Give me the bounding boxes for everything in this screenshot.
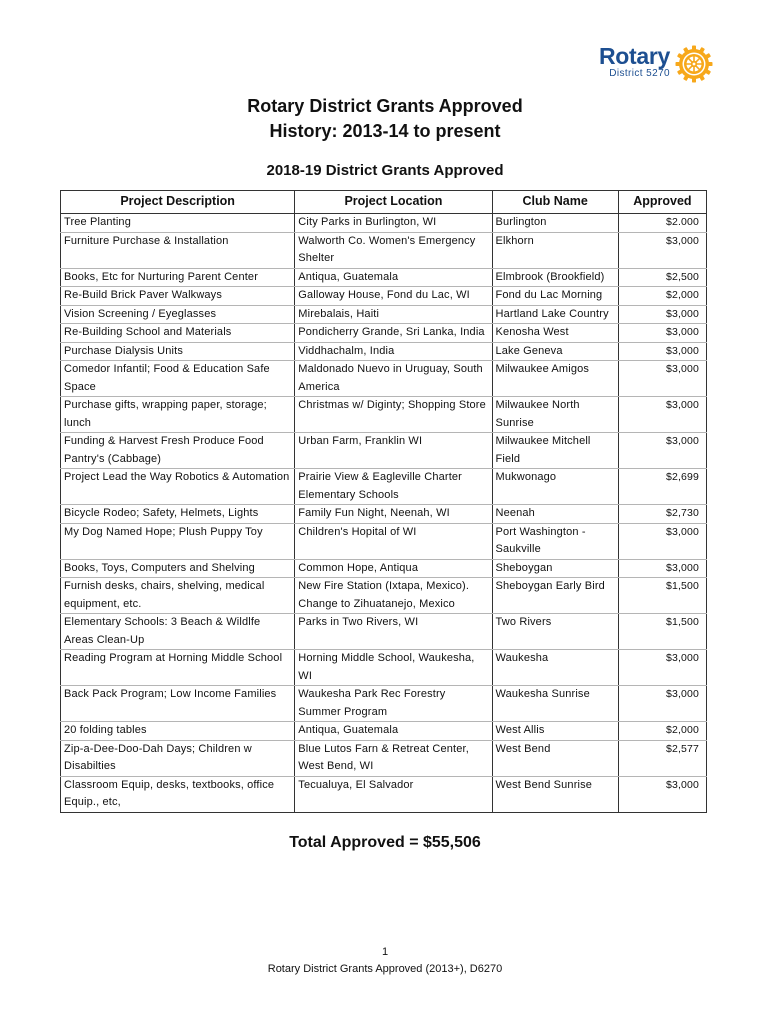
cell-approved-amount: $3,000 bbox=[618, 361, 706, 397]
cell-project-location: Maldonado Nuevo in Uruguay, South America bbox=[295, 361, 492, 397]
cell-project-description: Re-Build Brick Paver Walkways bbox=[61, 287, 295, 306]
cell-project-description: Classroom Equip, desks, textbooks, office Equip., etc, bbox=[61, 776, 295, 812]
cell-approved-amount: $2,500 bbox=[618, 268, 706, 287]
section-title: 2018-19 District Grants Approved bbox=[266, 162, 504, 179]
total-approved: Total Approved = $55,506 bbox=[289, 834, 481, 851]
cell-project-description: Vision Screening / Eyeglasses bbox=[61, 305, 295, 324]
cell-approved-amount: $1,500 bbox=[618, 614, 706, 650]
table-row bbox=[61, 523, 707, 559]
cell-project-description: Purchase gifts, wrapping paper, storage; lunch bbox=[61, 397, 295, 433]
cell-project-location: Christmas w/ Diginty; Shopping Store bbox=[295, 397, 492, 433]
cell-approved-amount: $3,000 bbox=[618, 433, 706, 469]
table-row bbox=[61, 505, 707, 524]
table-row bbox=[61, 722, 707, 741]
cell-project-location: New Fire Station (Ixtapa, Mexico). Change to Zihuatanejo, Mexico bbox=[295, 578, 492, 614]
cell-approved-amount: $3,000 bbox=[618, 650, 706, 686]
cell-club-name: Fond du Lac Morning bbox=[492, 287, 618, 306]
cell-project-description: Project Lead the Way Robotics & Automation bbox=[61, 469, 295, 505]
table-row bbox=[61, 305, 707, 324]
cell-approved-amount: $3,000 bbox=[618, 776, 706, 812]
cell-project-location: Blue Lutos Farn & Retreat Center, West Bend, WI bbox=[295, 740, 492, 776]
cell-approved-amount: $1,500 bbox=[618, 578, 706, 614]
cell-approved-amount: $2,000 bbox=[618, 287, 706, 306]
cell-project-description: Furnish desks, chairs, shelving, medical equipment, etc. bbox=[61, 578, 295, 614]
cell-club-name: Kenosha West bbox=[492, 324, 618, 343]
table-row bbox=[61, 578, 707, 614]
cell-project-location: Antiqua, Guatemala bbox=[295, 722, 492, 741]
cell-approved-amount: $3,000 bbox=[618, 232, 706, 268]
cell-approved-amount: $3,000 bbox=[618, 342, 706, 361]
cell-project-description: Reading Program at Horning Middle School bbox=[61, 650, 295, 686]
cell-project-location: Mirebalais, Haiti bbox=[295, 305, 492, 324]
cell-club-name: Elkhorn bbox=[492, 232, 618, 268]
cell-approved-amount: $3,000 bbox=[618, 305, 706, 324]
cell-project-location: Pondicherry Grande, Sri Lanka, India bbox=[295, 324, 492, 343]
cell-approved-amount: $2,000 bbox=[618, 722, 706, 741]
cell-club-name: Sheboygan Early Bird bbox=[492, 578, 618, 614]
table-row bbox=[61, 614, 707, 650]
cell-approved-amount: $2,577 bbox=[618, 740, 706, 776]
cell-project-location: Waukesha Park Rec Forestry Summer Program bbox=[295, 686, 492, 722]
cell-approved-amount: $2.000 bbox=[618, 214, 706, 233]
cell-club-name: Waukesha bbox=[492, 650, 618, 686]
table-row bbox=[61, 361, 707, 397]
cell-project-location: Viddhachalm, India bbox=[295, 342, 492, 361]
header-club-name: Club Name bbox=[492, 191, 618, 214]
cell-club-name: Milwaukee North Sunrise bbox=[492, 397, 618, 433]
table-row bbox=[61, 287, 707, 306]
grants-table bbox=[60, 190, 707, 813]
table-row bbox=[61, 324, 707, 343]
table-row bbox=[61, 268, 707, 287]
page-number: 1 bbox=[381, 946, 389, 958]
cell-approved-amount: $2,730 bbox=[618, 505, 706, 524]
table-row bbox=[61, 214, 707, 233]
table-row bbox=[61, 776, 707, 812]
table-row bbox=[61, 686, 707, 722]
table-row bbox=[61, 559, 707, 578]
cell-project-description: Bicycle Rodeo; Safety, Helmets, Lights bbox=[61, 505, 295, 524]
cell-project-description: Zip-a-Dee-Doo-Dah Days; Children w Disabilties bbox=[61, 740, 295, 776]
cell-approved-amount: $3,000 bbox=[618, 686, 706, 722]
cell-club-name: West Bend bbox=[492, 740, 618, 776]
cell-project-location: Common Hope, Antiqua bbox=[295, 559, 492, 578]
cell-project-description: Furniture Purchase & Installation bbox=[61, 232, 295, 268]
table-row bbox=[61, 342, 707, 361]
cell-approved-amount: $3,000 bbox=[618, 523, 706, 559]
cell-project-description: Books, Toys, Computers and Shelving bbox=[61, 559, 295, 578]
cell-project-description: Purchase Dialysis Units bbox=[61, 342, 295, 361]
cell-project-description: Re-Building School and Materials bbox=[61, 324, 295, 343]
logo-district: District 5270 bbox=[609, 68, 670, 79]
table-row bbox=[61, 740, 707, 776]
header-project-location: Project Location bbox=[295, 191, 492, 214]
cell-project-location: Urban Farm, Franklin WI bbox=[295, 433, 492, 469]
cell-project-location: Prairie View & Eagleville Charter Elementary Schools bbox=[295, 469, 492, 505]
table-body bbox=[61, 214, 707, 813]
cell-club-name: Milwaukee Mitchell Field bbox=[492, 433, 618, 469]
rotary-logo bbox=[599, 44, 714, 84]
cell-project-description: My Dog Named Hope; Plush Puppy Toy bbox=[61, 523, 295, 559]
cell-project-description: Books, Etc for Nurturing Parent Center bbox=[61, 268, 295, 287]
cell-club-name: Sheboygan bbox=[492, 559, 618, 578]
table-row bbox=[61, 650, 707, 686]
document-subtitle-history: History: 2013-14 to present bbox=[269, 121, 501, 141]
cell-project-description: Funding & Harvest Fresh Produce Food Pantry's (Cabbage) bbox=[61, 433, 295, 469]
cell-club-name: Mukwonago bbox=[492, 469, 618, 505]
cell-project-location: Walworth Co. Women's Emergency Shelter bbox=[295, 232, 492, 268]
cell-club-name: Burlington bbox=[492, 214, 618, 233]
cell-club-name: Port Washington - Saukville bbox=[492, 523, 618, 559]
logo-wordmark: Rotary bbox=[598, 43, 670, 69]
cell-project-description: Elementary Schools: 3 Beach & Wildlfe Areas Clean-Up bbox=[61, 614, 295, 650]
table-row bbox=[61, 397, 707, 433]
cell-approved-amount: $3,000 bbox=[618, 324, 706, 343]
cell-project-description: 20 folding tables bbox=[61, 722, 295, 741]
cell-project-location: Parks in Two Rivers, WI bbox=[295, 614, 492, 650]
header-approved: Approved bbox=[618, 191, 706, 214]
cell-club-name: Neenah bbox=[492, 505, 618, 524]
cell-approved-amount: $3,000 bbox=[618, 397, 706, 433]
cell-club-name: Waukesha Sunrise bbox=[492, 686, 618, 722]
cell-approved-amount: $2,699 bbox=[618, 469, 706, 505]
cell-project-location: Tecualuya, El Salvador bbox=[295, 776, 492, 812]
cell-project-location: Horning Middle School, Waukesha, WI bbox=[295, 650, 492, 686]
cell-project-description: Tree Planting bbox=[61, 214, 295, 233]
cell-club-name: Hartland Lake Country bbox=[492, 305, 618, 324]
cell-project-location: Antiqua, Guatemala bbox=[295, 268, 492, 287]
table-row bbox=[61, 433, 707, 469]
cell-project-description: Back Pack Program; Low Income Families bbox=[61, 686, 295, 722]
cell-club-name: Two Rivers bbox=[492, 614, 618, 650]
cell-club-name: West Allis bbox=[492, 722, 618, 741]
cell-project-location: Galloway House, Fond du Lac, WI bbox=[295, 287, 492, 306]
cell-club-name: Lake Geneva bbox=[492, 342, 618, 361]
cell-project-description: Comedor Infantil; Food & Education Safe Space bbox=[61, 361, 295, 397]
cell-club-name: Milwaukee Amigos bbox=[492, 361, 618, 397]
document-title: Rotary District Grants Approved bbox=[247, 96, 523, 116]
table-row bbox=[61, 469, 707, 505]
cell-club-name: Elmbrook (Brookfield) bbox=[492, 268, 618, 287]
table-row bbox=[61, 232, 707, 268]
cell-club-name: West Bend Sunrise bbox=[492, 776, 618, 812]
cell-project-location: City Parks in Burlington, WI bbox=[295, 214, 492, 233]
table-header-row bbox=[61, 191, 707, 214]
header-project-description: Project Description bbox=[61, 191, 295, 214]
cell-project-location: Family Fun Night, Neenah, WI bbox=[295, 505, 492, 524]
page-footer: Rotary District Grants Approved (2013+), D6270 bbox=[267, 963, 503, 975]
rotary-wheel-icon bbox=[674, 44, 714, 84]
cell-approved-amount: $3,000 bbox=[618, 559, 706, 578]
cell-project-location: Children's Hopital of WI bbox=[295, 523, 492, 559]
